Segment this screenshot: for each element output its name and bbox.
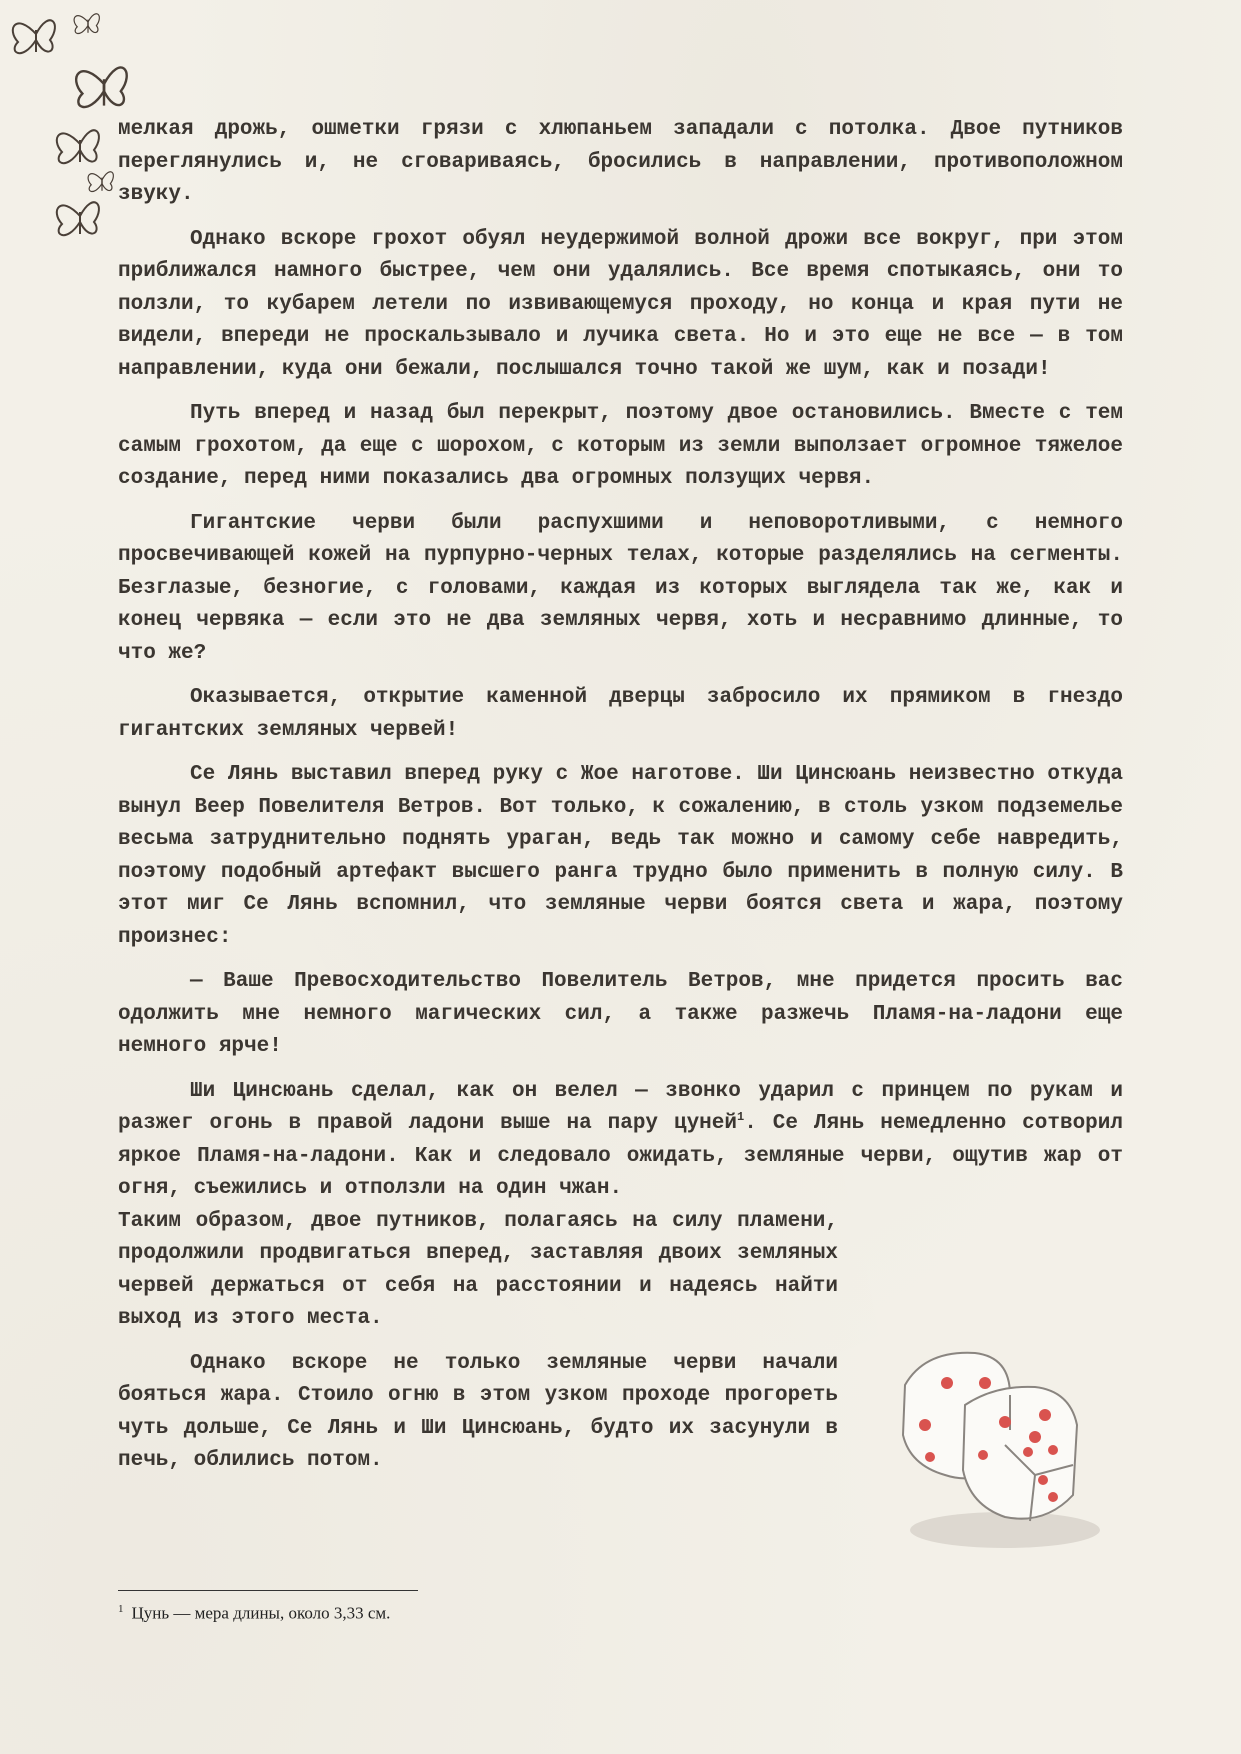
- butterfly-icon: [88, 172, 113, 192]
- butterfly-icon: [13, 20, 55, 53]
- paragraph-6: Се Лянь выставил вперед руку с Жое наготове. Ши Цинсюань неизвестно откуда вынул Веер Повелителя Ветров. Вот только, к сожалению, в столь узком подземелье весьма затруднительно поднять ураган, ведь так можно и самому себе навредить, поэтому подобный артефакт высшего ранга трудно было применить в полную силу. В этот миг Се Лянь вспомнил, что земляные черви боятся света и жара, поэтому произнес:: [118, 763, 1123, 949]
- paragraph-9: Однако вскоре не только земляные черви начали бояться жара. Стоило огню в этом узком проходе прогореть чуть дольше, Се Лянь и Ши Цинсюань, будто их засунули в печь, облились потом.: [118, 1351, 838, 1472]
- dice-icon: [885, 1325, 1115, 1555]
- paragraph-8-part-2: . Се Лянь немедленно сотворил яркое Пламя-на-ладони. Как и следовало ожидать, земляные черви, ощутив жар от огня, съежились и отползли на один чжан.: [118, 1112, 1123, 1200]
- butterfly-icon: [74, 14, 99, 34]
- paragraph-8-part-1: Ши Цинсюань сделал, как он велел — звонко ударил с принцем по рукам и разжег огонь в правой ладони выше на пару цуней: [118, 1079, 1123, 1135]
- footnote-reference[interactable]: 1: [736, 1110, 745, 1124]
- body-text: [118, 114, 1123, 1490]
- footnote-number: 1: [118, 1603, 124, 1615]
- footnote: [118, 1603, 390, 1624]
- paragraph-4: Гигантские черви были распухшими и неповоротливыми, с немного просвечивающей кожей на пурпурно-черных телах, которые разделялись на сегменты. Безглазые, безногие, с головами, каждая из которых выглядела так же, как и конец червяка — если это не два земляных червя, хоть и несравнимо длинные, то что же?: [118, 511, 1123, 665]
- paragraph-8: [118, 1076, 1123, 1206]
- butterfly-icon: [76, 67, 127, 107]
- paragraph-2: Однако вскоре грохот обуял неудержимой волной дрожи все вокруг, при этом приближался намного быстрее, чем они удалялись. Все время спотыкаясь, они то ползли, то кубарем летели по извивающемуся проходу, но конца и края пути не видели, впереди не проскальзывало и лучика света. Но и это еще не все — в том направлении, куда они бежали, послышался точно такой же шум, как и позади!: [118, 227, 1123, 381]
- butterfly-icon: [57, 202, 99, 235]
- paragraph-3: Путь вперед и назад был перекрыт, поэтому двое остановились. Вместе с тем самым грохотом, да еще с шорохом, с которым из земли выползает огромное тяжелое создание, перед ними показались два огромных ползущих червя.: [118, 402, 1123, 490]
- footnote-text: Цунь — мера длины, около 3,33 см.: [131, 1603, 391, 1623]
- butterfly-icon: [57, 130, 99, 163]
- paragraph-5: Оказывается, открытие каменной дверцы забросило их прямиком в гнездо гигантских земляных червей!: [118, 686, 1123, 742]
- footnote-separator: [118, 1590, 418, 1591]
- paragraph-7: — Ваше Превосходительство Повелитель Ветров, мне придется просить вас одолжить мне немного магических сил, а также разжечь Пламя-на-ладони еще немного ярче!: [118, 970, 1123, 1058]
- paragraph-8-continued: Таким образом, двое путников, полагаясь на силу пламени, продолжили продвигаться вперед, заставляя двоих земляных червей держаться от себя на расстоянии и надеясь найти выход из этого места.: [118, 1209, 838, 1330]
- paragraph-1: мелкая дрожь, ошметки грязи с хлюпаньем западали с потолка. Двое путников переглянулись и, не сговариваясь, бросились в направлении, противоположном звуку.: [118, 118, 1123, 206]
